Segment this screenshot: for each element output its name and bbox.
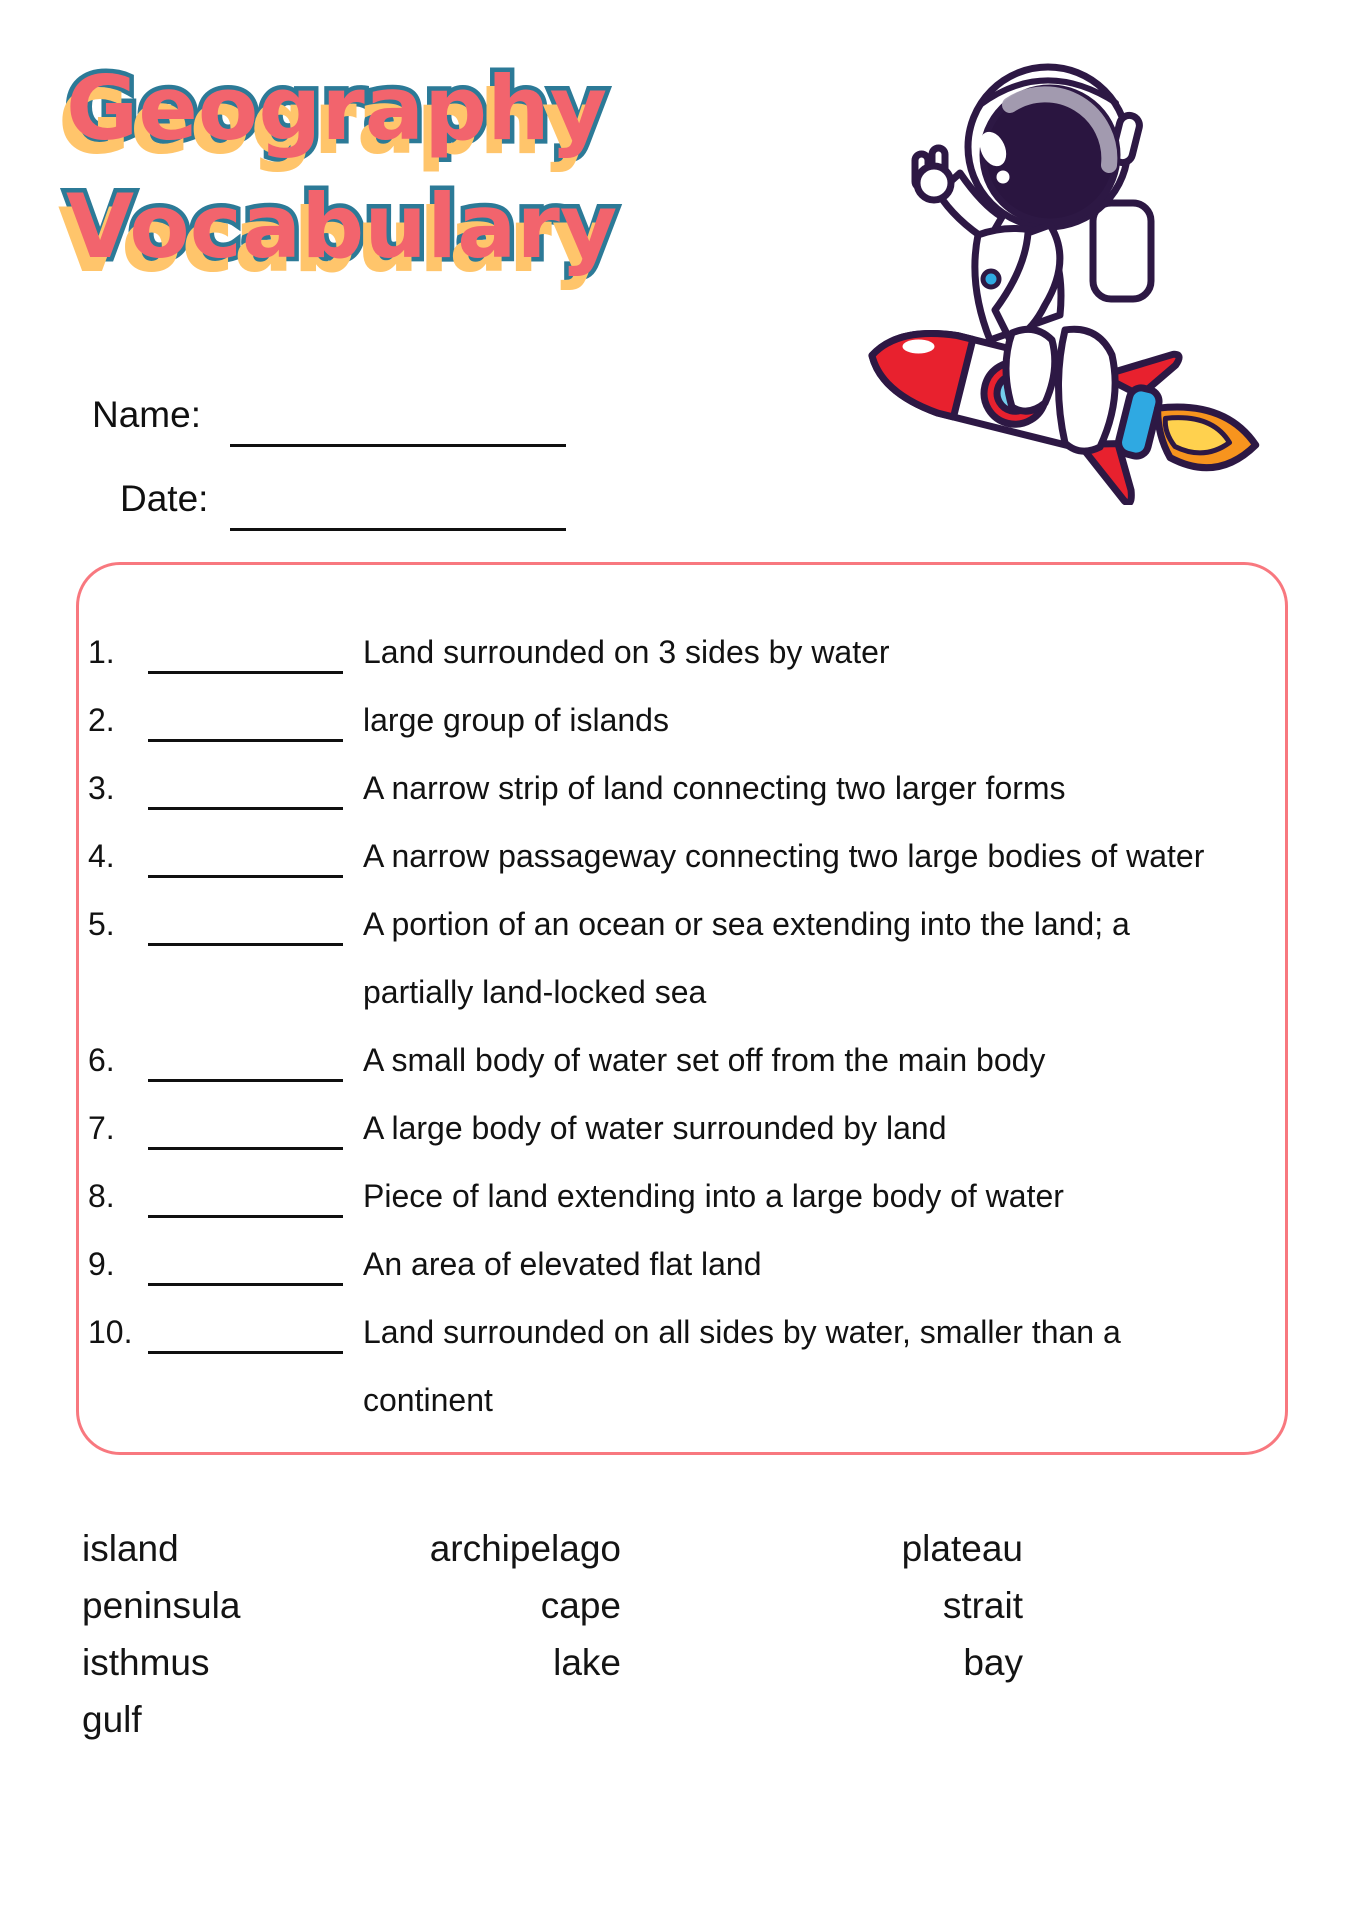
answer-blank-9[interactable] — [148, 1230, 343, 1286]
question-row-1 — [88, 618, 1265, 686]
answer-blank-1[interactable] — [148, 618, 343, 674]
definition-text: A narrow passageway connecting two large bodies of water — [363, 838, 1205, 874]
answer-blank-3[interactable] — [148, 754, 343, 810]
word-bank-item — [621, 1691, 1023, 1748]
word-bank-item: peninsula — [82, 1585, 241, 1626]
definition-text: An area of elevated flat land — [363, 1246, 762, 1282]
back-leg — [1059, 329, 1116, 451]
answer-blank-5[interactable] — [148, 890, 343, 946]
question-number: 5. — [88, 906, 115, 942]
questions-box — [76, 562, 1288, 1455]
definition-text: A large body of water surrounded by land — [363, 1110, 947, 1146]
question-number: 10. — [88, 1314, 133, 1350]
page-title — [66, 50, 617, 286]
question-number: 6. — [88, 1042, 115, 1078]
question-row-3 — [88, 754, 1265, 822]
question-row-10 — [88, 1298, 1265, 1434]
question-number: 1. — [88, 634, 115, 670]
definition-text: Land surrounded on 3 sides by water — [363, 634, 890, 670]
word-bank-item — [382, 1691, 621, 1748]
question-row-5 — [88, 890, 1265, 1026]
astronaut-rocket-svg — [860, 55, 1260, 505]
word-bank-item: isthmus — [82, 1642, 210, 1683]
answer-blank-10[interactable] — [148, 1298, 343, 1354]
question-row-6 — [88, 1026, 1265, 1094]
word-bank-item: cape — [540, 1585, 621, 1626]
word-bank — [82, 1520, 1023, 1748]
questions-list — [88, 618, 1265, 1434]
question-number: 8. — [88, 1178, 115, 1214]
answer-blank-6[interactable] — [148, 1026, 343, 1082]
word-bank-item: plateau — [901, 1528, 1023, 1569]
front-leg — [1006, 329, 1055, 411]
astronaut-rocket-illustration — [860, 55, 1260, 505]
word-bank-item: archipelago — [429, 1528, 621, 1569]
definition-text: Land surrounded on all sides by water, smaller than a continent — [363, 1314, 1121, 1418]
definition-text: A small body of water set off from the main body — [363, 1042, 1046, 1078]
question-row-9 — [88, 1230, 1265, 1298]
waving-hand — [917, 166, 951, 200]
question-row-8 — [88, 1162, 1265, 1230]
answer-blank-8[interactable] — [148, 1162, 343, 1218]
word-bank-item: strait — [942, 1585, 1023, 1626]
question-number: 9. — [88, 1246, 115, 1282]
question-number: 3. — [88, 770, 115, 806]
word-bank-item: bay — [963, 1642, 1023, 1683]
backpack — [1093, 203, 1151, 299]
title-line-1: Geography — [66, 57, 608, 160]
word-bank-item: gulf — [82, 1699, 142, 1740]
date-label: Date: — [120, 478, 209, 519]
name-input-line[interactable] — [230, 444, 566, 447]
rocket-nose-cone — [862, 317, 973, 417]
question-row-2 — [88, 686, 1265, 754]
answer-blank-4[interactable] — [148, 822, 343, 878]
answer-blank-7[interactable] — [148, 1094, 343, 1150]
word-bank-item: island — [82, 1528, 179, 1569]
question-row-4 — [88, 822, 1265, 890]
date-input-line[interactable] — [230, 528, 566, 531]
answer-blank-2[interactable] — [148, 686, 343, 742]
definition-text: large group of islands — [363, 702, 669, 738]
question-number: 7. — [88, 1110, 115, 1146]
question-row-7 — [88, 1094, 1265, 1162]
definition-text: A narrow strip of land connecting two larger forms — [363, 770, 1066, 806]
definition-text: Piece of land extending into a large body of water — [363, 1178, 1064, 1214]
word-bank-item: lake — [553, 1642, 621, 1683]
definition-text: A portion of an ocean or sea extending into the land; a partially land-locked sea — [363, 906, 1130, 1010]
question-number: 2. — [88, 702, 115, 738]
name-label: Name: — [92, 394, 201, 435]
question-number: 4. — [88, 838, 115, 874]
title-line-2: Vocabulary — [66, 175, 618, 278]
chest-light — [983, 271, 999, 287]
